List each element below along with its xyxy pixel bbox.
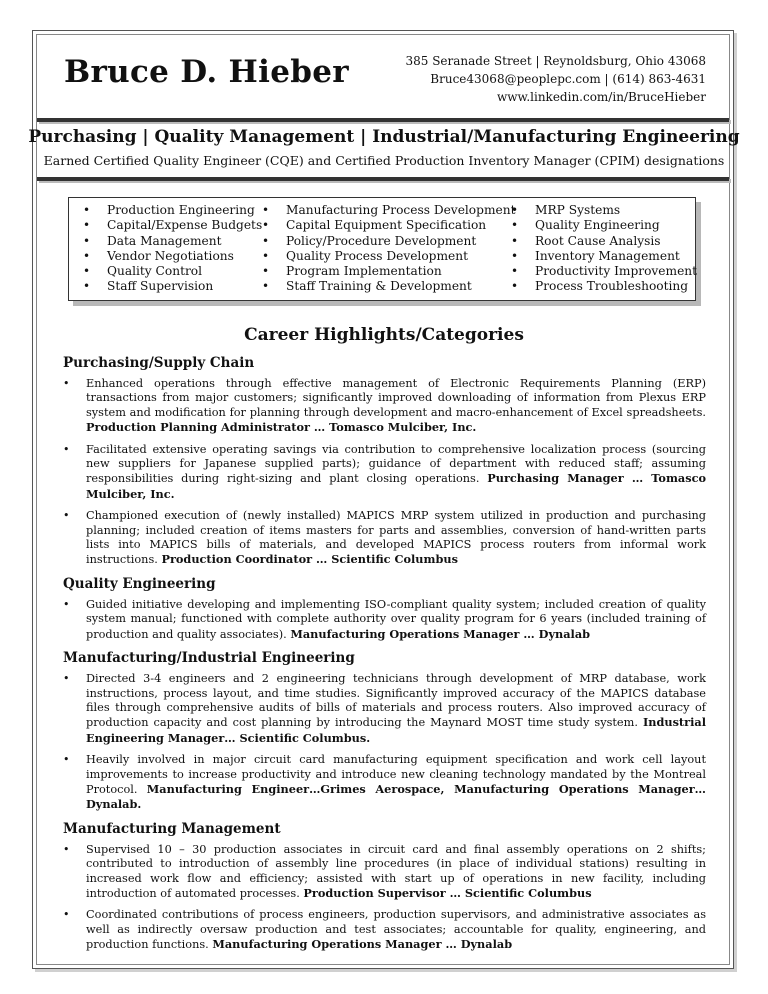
item-text: Enhanced operations through effective management of Electronic Requirements Planning (ERP) transactions from major customers; significantly improved downloading of information from Plexus ERP system and modification for planning through development and macro-enhancement of Excel spreadsheets. — [86, 377, 706, 419]
address: 385 Seranade Street | Reynoldsburg, Ohio 43068 — [405, 54, 706, 68]
item-role: Manufacturing Operations Manager … Dynalab — [212, 937, 513, 952]
skill-item: • Inventory Management — [511, 249, 697, 264]
item-role: Production Planning Administrator … Tomasco Mulciber, Inc. — [86, 420, 477, 435]
list-item — [63, 843, 706, 902]
category-list — [63, 377, 706, 568]
skills-column-3 — [511, 203, 697, 295]
list-item — [63, 672, 706, 746]
skill-item: • Staff Supervision — [83, 279, 262, 294]
item-text: Championed execution of (newly installed) MAPICS MRP system utilized in production and purchasing planning; included creation of items masters for parts and assemblies, conversion of hand-written parts lists into MAPICS bills of materials, and developed MAPICS process routers from informal work instructions. — [86, 509, 706, 567]
category-list — [63, 672, 706, 813]
header-rule-bottom — [37, 177, 729, 181]
category-list — [63, 598, 706, 642]
item-text: Facilitated extensive operating savings via contribution to comprehensive localization process (sourcing new suppliers for Japanese supplied parts); guidance of department with reduced staff; assuming responsibilities during right-sizing and plant closing operations. — [86, 442, 706, 486]
list-item — [63, 908, 706, 952]
contact-block — [405, 52, 706, 106]
category-title: Manufacturing/Industrial Engineering — [63, 650, 355, 667]
list-item — [63, 377, 706, 436]
certifications-line: Earned Certified Quality Engineer (CQE) and Certified Production Inventory Manager (CPIM) designations — [43, 153, 725, 168]
linkedin-link[interactable]: www.linkedin.com/in/BruceHieber — [496, 90, 706, 104]
list-item — [63, 753, 706, 813]
skill-item: • Quality Control — [83, 264, 262, 279]
item-text: Coordinated contributions of process engineers, production supervisors, and administrative associates as well as indirectly oversaw production and test associates; accountable for quality, engineering, and production functions. — [86, 908, 706, 952]
skill-item: • Policy/Procedure Development — [262, 234, 515, 249]
item-role: Manufacturing Operations Manager … Dynalab — [290, 626, 591, 641]
skill-item: • Productivity Improvement — [511, 264, 697, 279]
item-role: Production Coordinator … Scientific Columbus — [161, 552, 458, 567]
skill-item: • MRP Systems — [511, 203, 697, 218]
item-role: Manufacturing Engineer…Grimes Aerospace, Manufacturing Operations Manager… Dynalab. — [86, 781, 706, 812]
item-text: Directed 3-4 engineers and 2 engineering technicians through development of MRP database, work instructions, process layout, and time studies. Significantly improved accuracy of the MAPICS database files through comprehensive audits of bills of materials and process routers. Also improved accuracy of production capacity and cost planning by introducing the Maynard MOST time study system. — [86, 672, 706, 730]
skill-item: • Staff Training & Development — [262, 279, 515, 294]
career-highlights — [63, 354, 706, 960]
skill-item: • Capital/Expense Budgets — [83, 218, 262, 233]
skills-column-2 — [262, 203, 515, 295]
category-list — [63, 843, 706, 953]
skills-box — [68, 197, 696, 301]
header-rule-top — [37, 118, 729, 122]
skill-item: • Root Cause Analysis — [511, 234, 697, 249]
skill-item: • Manufacturing Process Development — [262, 203, 515, 218]
career-highlights-title: Career Highlights/Categories — [244, 325, 524, 345]
headline: Purchasing | Quality Management | Industrial/Manufacturing Engineering — [28, 127, 740, 147]
category-title: Quality Engineering — [63, 575, 216, 592]
category-title: Purchasing/Supply Chain — [63, 355, 255, 371]
skills-column-1 — [83, 203, 262, 295]
item-role: Purchasing Manager … Tomasco Mulciber, Inc. — [86, 471, 706, 501]
item-role: Production Supervisor … Scientific Columbus — [303, 885, 592, 900]
candidate-name: Bruce D. Hieber — [64, 54, 349, 90]
list-item — [63, 509, 706, 568]
item-role: Industrial Engineering Manager… Scientific Columbus. — [86, 715, 706, 745]
email-phone: Bruce43068@peoplepc.com | (614) 863-4631 — [430, 72, 706, 86]
skill-item: • Capital Equipment Specification — [262, 218, 515, 233]
item-text: Heavily involved in major circuit card manufacturing equipment specification and work cell layout improvements to increase productivity and introduce new cleaning technology mandated by the Montreal Protocol. — [86, 753, 706, 796]
skill-item: • Quality Process Development — [262, 249, 515, 264]
item-text: Guided initiative developing and implementing ISO-compliant quality system; included creation of quality system manual; functioned with complete authority over quality program for 6 years (included training of production and quality associates). — [86, 597, 706, 641]
skill-item: • Program Implementation — [262, 264, 515, 279]
list-item — [63, 598, 706, 642]
skill-item: • Data Management — [83, 234, 262, 249]
skill-item: • Vendor Negotiations — [83, 249, 262, 264]
skill-item: • Quality Engineering — [511, 218, 697, 233]
skill-item: • Process Troubleshooting — [511, 279, 697, 294]
item-text: Supervised 10 – 30 production associates in circuit card and final assembly operations on 2 shifts; contributed to introduction of assembly line procedures (in place of individual stations) resulting in increased work flow and efficiency; assisted with start up of operations in new facility, including introduction of automated processes. — [86, 842, 706, 900]
list-item — [63, 443, 706, 503]
skill-item: • Production Engineering — [83, 203, 262, 218]
category-title: Manufacturing Management — [63, 820, 281, 837]
